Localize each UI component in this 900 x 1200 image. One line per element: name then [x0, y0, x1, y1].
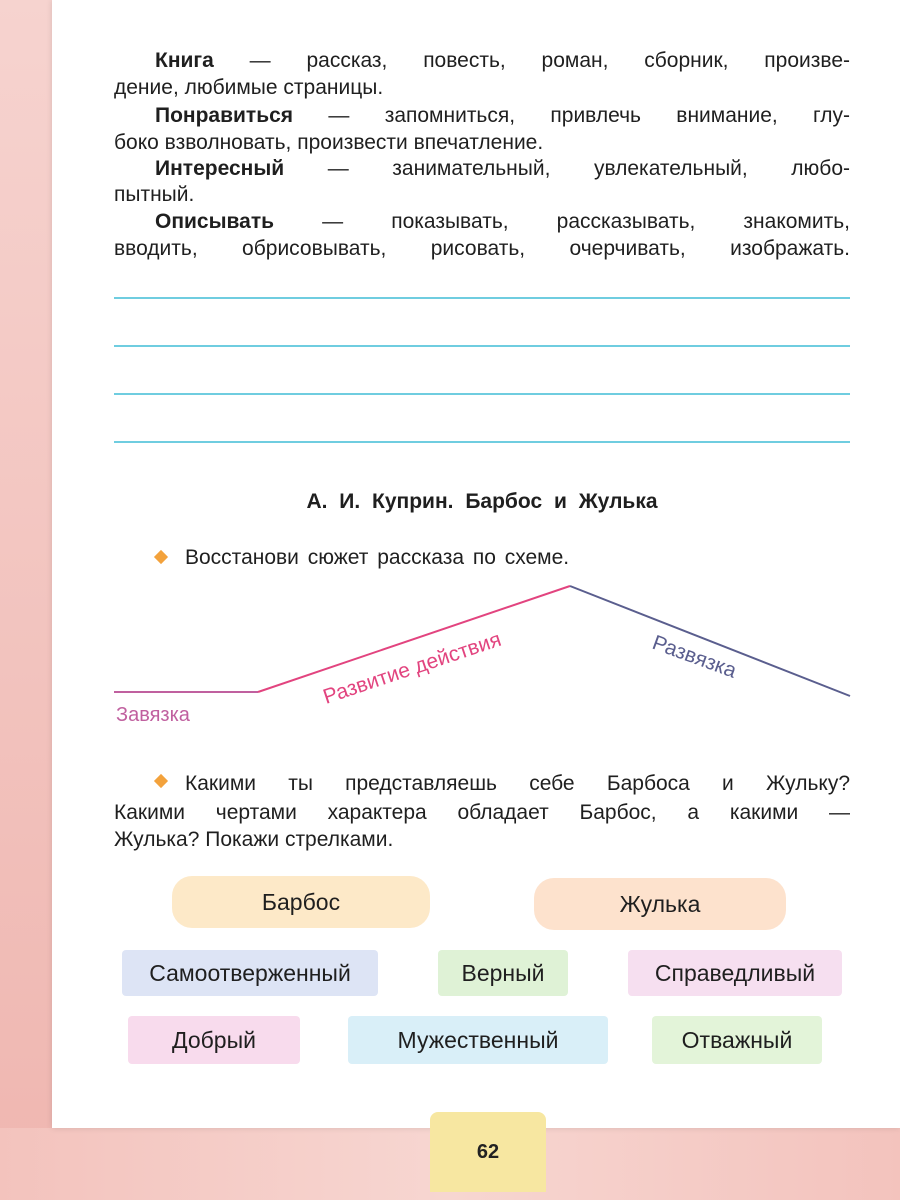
task-instruction-line: Жулька? Покажи стрелками.	[114, 828, 394, 851]
trait-kind[interactable]: Добрый	[128, 1016, 300, 1064]
section-title: А. И. Куприн. Барбос и Жулька	[306, 490, 658, 513]
diagram-start-label: Завязка	[116, 704, 190, 726]
writing-line[interactable]	[114, 393, 850, 395]
definition-term: Интересный	[155, 157, 285, 180]
definition-line: Интересный — занимательный, увлекательный, любо-	[155, 157, 850, 180]
diagram-fall-label: Развязка	[649, 631, 740, 683]
trait-brave[interactable]: Отважный	[652, 1016, 822, 1064]
task-instruction: Восстанови сюжет рассказа по схеме.	[185, 546, 570, 569]
definition-line: пытный.	[114, 183, 195, 206]
task-instruction-line: Какими ты представляешь себе Барбоса и Жульку?	[185, 772, 850, 795]
trait-loyal[interactable]: Верный	[438, 950, 568, 996]
definition-line: Понравиться — запомниться, привлечь внимание, глу-	[155, 104, 850, 127]
writing-line[interactable]	[114, 297, 850, 299]
trait-selfless[interactable]: Самоотверженный	[122, 950, 378, 996]
writing-line[interactable]	[114, 441, 850, 443]
writing-line[interactable]	[114, 345, 850, 347]
definition-term: Книга	[155, 49, 214, 72]
definition-line: дение, любимые страницы.	[114, 76, 384, 99]
character-barbos[interactable]: Барбос	[172, 876, 430, 928]
definition-term: Описывать	[155, 210, 275, 233]
diagram-fall-line	[570, 586, 850, 696]
definition-line: Описывать — показывать, рассказывать, знакомить,	[155, 210, 850, 233]
definition-line: боко взволновать, произвести впечатление.	[114, 131, 544, 154]
plot-diagram	[0, 570, 900, 740]
definition-line: вводить, обрисовывать, рисовать, очерчивать, изображать.	[114, 237, 850, 260]
page-number: 62	[430, 1112, 546, 1192]
definition-line: Книга — рассказ, повесть, роман, сборник, произве-	[155, 49, 850, 72]
diagram-rise-label: Развитие действия	[320, 627, 505, 709]
trait-fair[interactable]: Справедливый	[628, 950, 842, 996]
trait-courageous[interactable]: Мужественный	[348, 1016, 608, 1064]
task-instruction-line: Какими чертами характера обладает Барбос, а какими —	[114, 801, 850, 824]
definition-term: Понравиться	[155, 104, 294, 127]
character-zhulka[interactable]: Жулька	[534, 878, 786, 930]
